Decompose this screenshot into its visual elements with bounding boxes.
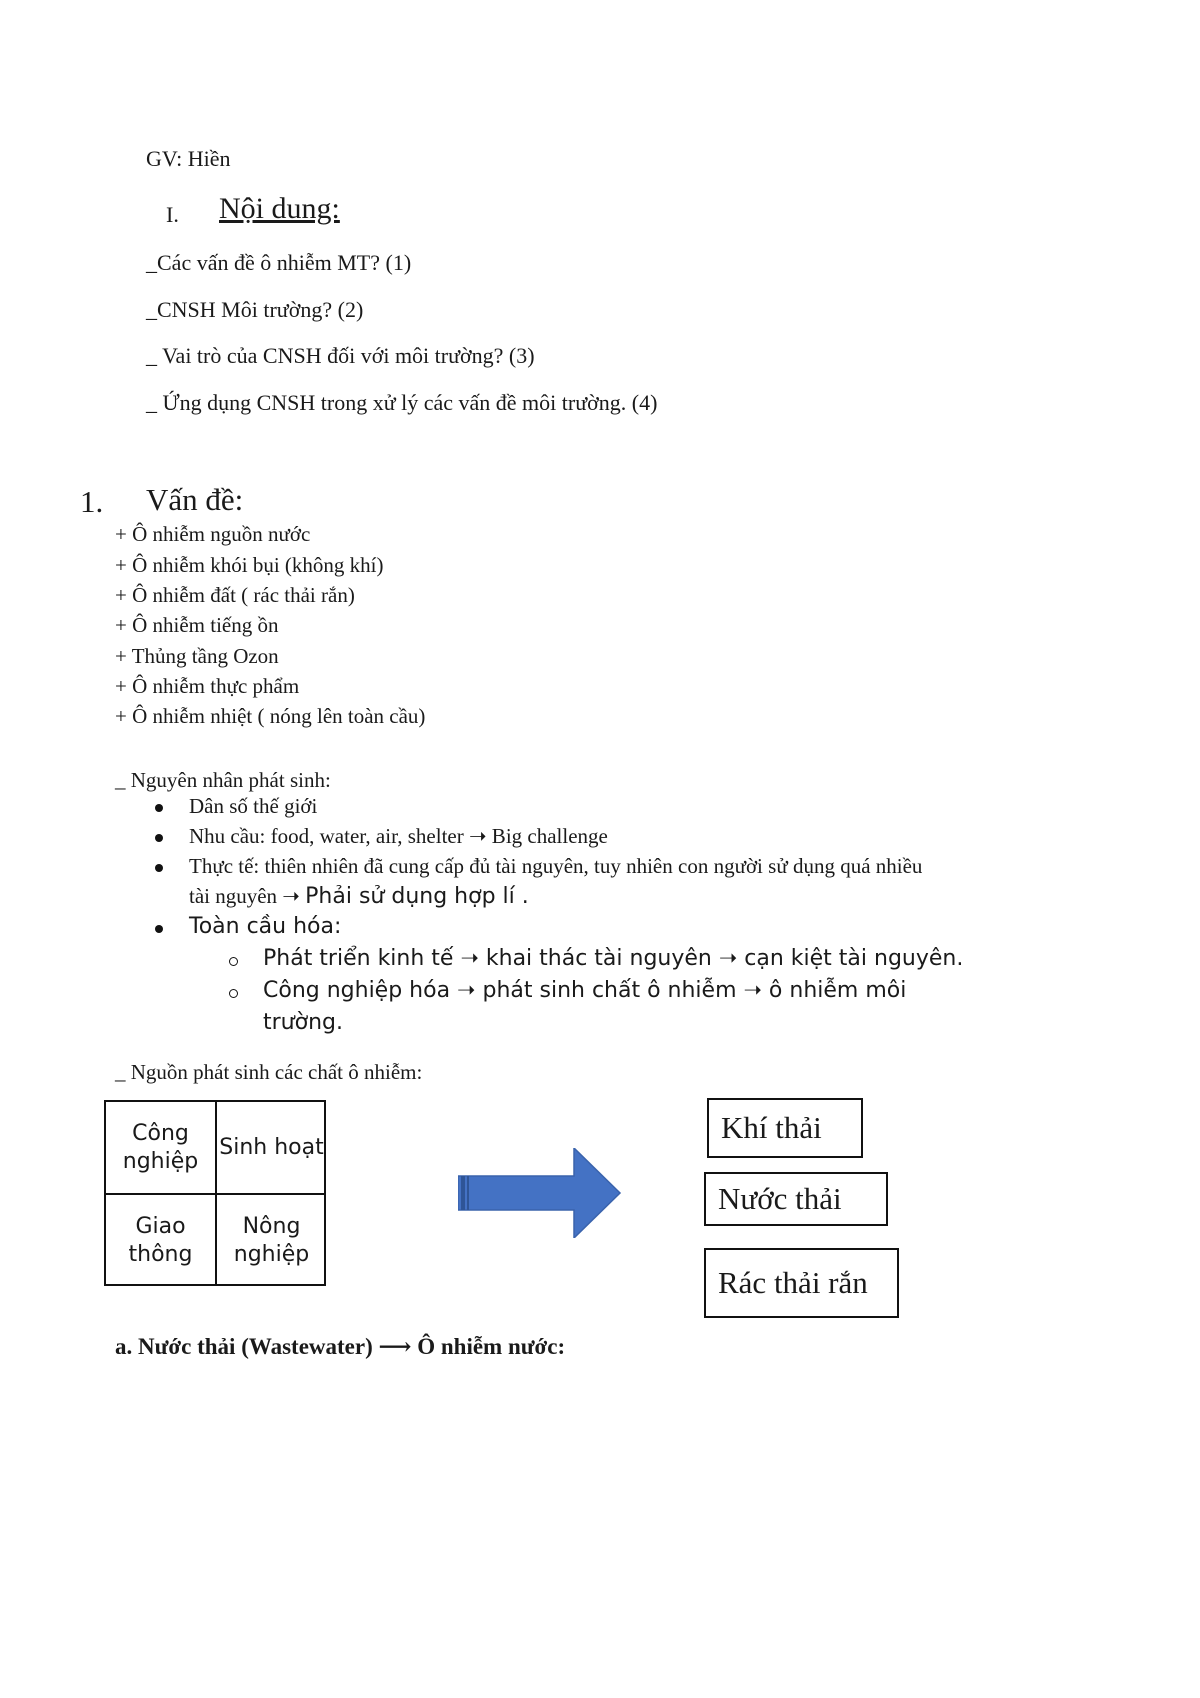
source-cell-industry: Công nghiệp xyxy=(122,1120,199,1174)
source-cell-agriculture: Nông nghiệp xyxy=(233,1213,310,1267)
teacher-name: GV: Hiền xyxy=(146,146,231,171)
source-cell-transport: Giao thông xyxy=(128,1213,193,1267)
bullet-dot xyxy=(155,864,163,872)
outline-item-4: _ Ứng dụng CNSH trong xử lý các vấn đề môi trường. (4) xyxy=(146,390,658,415)
cause-bullet-3-text: tài nguyên ➝ xyxy=(189,884,306,908)
source-cell-domestic: Sinh hoạt xyxy=(219,1134,324,1160)
outline-item-1: _Các vấn đề ô nhiễm MT? (1) xyxy=(146,250,412,275)
output-box-wastewater xyxy=(704,1172,888,1226)
cause-bullet-4: Toàn cầu hóa: xyxy=(189,914,342,939)
cause-bullet-3-line1: Thực tế: thiên nhiên đã cung cấp đủ tài nguyên, tuy nhiên con người sử dụng quá nhiều xyxy=(189,854,923,878)
subheading-a: a. Nước thải (Wastewater) ⟶ Ô nhiễm nước: xyxy=(115,1334,566,1359)
heading-title: Vấn đề: xyxy=(146,482,244,517)
problem-item-4: + Ô nhiễm tiếng ồn xyxy=(115,613,279,637)
problem-item-5: + Thủng tầng Ozon xyxy=(115,644,279,668)
bullet-dot xyxy=(155,925,163,933)
cause-sub-2-line2: trường. xyxy=(263,1010,343,1035)
outline-item-2: _CNSH Môi trường? (2) xyxy=(146,297,364,322)
bullet-dot xyxy=(155,804,163,812)
output-label-solid-waste: Rác thải rắn xyxy=(718,1265,868,1300)
problem-item-3: + Ô nhiễm đất ( rác thải rắn) xyxy=(115,583,355,607)
cause-bullet-3-emphasis: Phải sử dụng hợp lí . xyxy=(305,884,529,909)
output-label-wastewater: Nước thải xyxy=(718,1181,842,1216)
problem-item-2: + Ô nhiễm khói bụi (không khí) xyxy=(115,553,384,577)
cause-bullet-3-line2 xyxy=(189,884,529,909)
output-label-exhaust: Khí thải xyxy=(721,1110,822,1145)
grid-divider-horizontal xyxy=(106,1193,324,1195)
cause-bullet-2: Nhu cầu: food, water, air, shelter ➝ Big challenge xyxy=(189,824,608,848)
sources-label: _ Nguồn phát sinh các chất ô nhiễm: xyxy=(115,1060,423,1084)
sub-bullet-circle xyxy=(229,989,238,998)
right-arrow-icon xyxy=(458,1148,622,1238)
bullet-dot xyxy=(155,834,163,842)
sub-bullet-circle xyxy=(229,957,238,966)
problem-item-1: + Ô nhiễm nguồn nước xyxy=(115,522,311,546)
cause-sub-1: Phát triển kinh tế ➝ khai thác tài nguyên ➝ cạn kiệt tài nguyên. xyxy=(263,946,964,971)
source-grid xyxy=(104,1100,326,1286)
cause-bullet-1: Dân số thế giới xyxy=(189,794,318,818)
problem-item-6: + Ô nhiễm thực phẩm xyxy=(115,674,300,698)
section-number: I. xyxy=(166,202,179,227)
cause-sub-2-line1: Công nghiệp hóa ➝ phát sinh chất ô nhiễm ➝ ô nhiễm môi xyxy=(263,978,907,1003)
outline-item-3: _ Vai trò của CNSH đối với môi trường? (3) xyxy=(146,343,535,368)
causes-label: _ Nguyên nhân phát sinh: xyxy=(115,768,331,792)
output-box-solid-waste xyxy=(704,1248,899,1318)
problem-item-7: + Ô nhiễm nhiệt ( nóng lên toàn cầu) xyxy=(115,704,426,728)
heading-number: 1. xyxy=(80,484,104,519)
section-title: Nội dung: xyxy=(219,192,340,225)
output-box-exhaust xyxy=(707,1098,863,1158)
